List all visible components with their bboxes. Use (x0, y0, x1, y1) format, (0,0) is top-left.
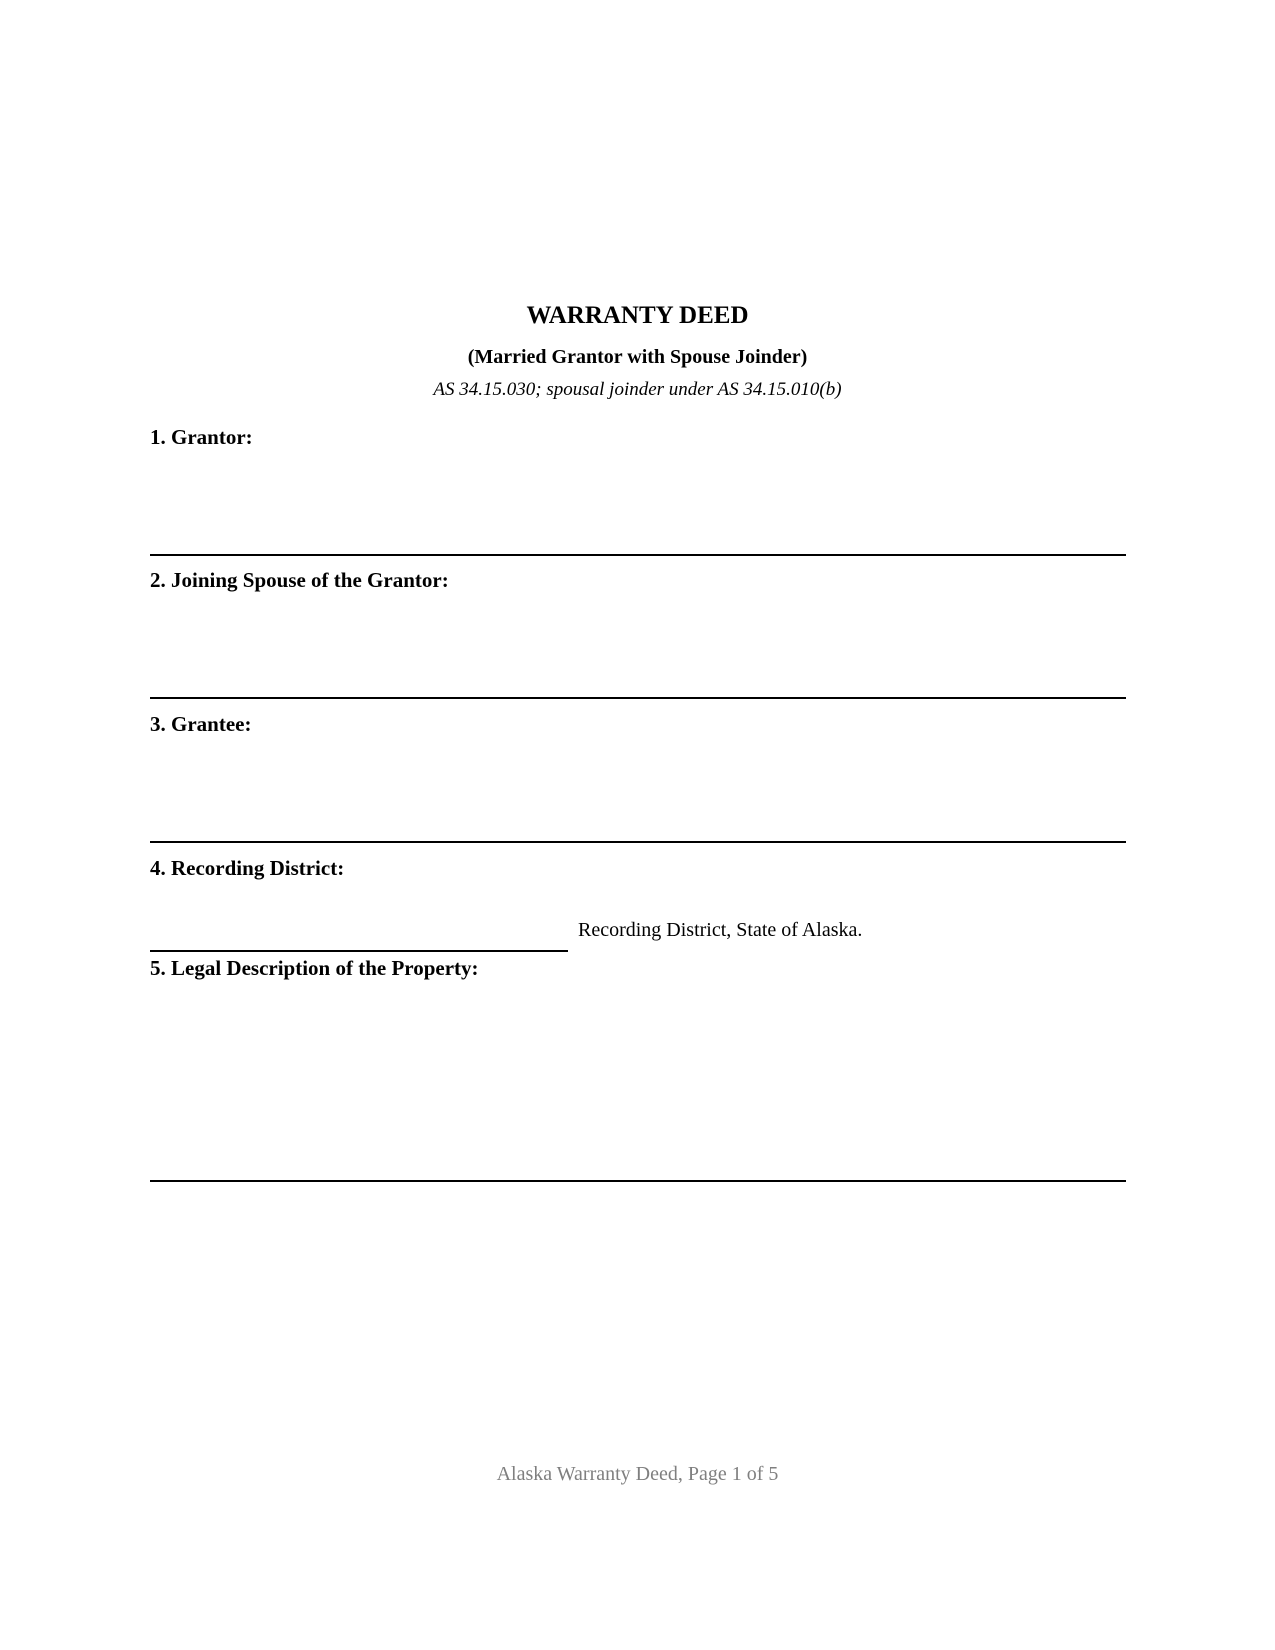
spouse-fill-line[interactable] (150, 697, 1126, 699)
grantor-label: 1. Grantor: (150, 425, 253, 449)
grantee-fill-line[interactable] (150, 841, 1126, 843)
legal-description-fill-line[interactable] (150, 1180, 1126, 1182)
grantor-fill-line[interactable] (150, 554, 1126, 556)
statute-reference: AS 34.15.030; spousal joinder under AS 34.15.010(b) (433, 379, 842, 400)
grantee-label: 3. Grantee: (150, 712, 252, 736)
recording-district-suffix: Recording District, State of Alaska. (578, 919, 863, 941)
document-title: WARRANTY DEED (526, 302, 749, 329)
legal-description-label: 5. Legal Description of the Property: (150, 956, 479, 980)
spouse-label: 2. Joining Spouse of the Grantor: (150, 568, 449, 592)
document-subtitle: (Married Grantor with Spouse Joinder) (467, 346, 808, 368)
recording-district-fill-line[interactable] (150, 950, 568, 952)
recording-district-label: 4. Recording District: (150, 856, 345, 880)
page-footer: Alaska Warranty Deed, Page 1 of 5 (496, 1463, 779, 1485)
